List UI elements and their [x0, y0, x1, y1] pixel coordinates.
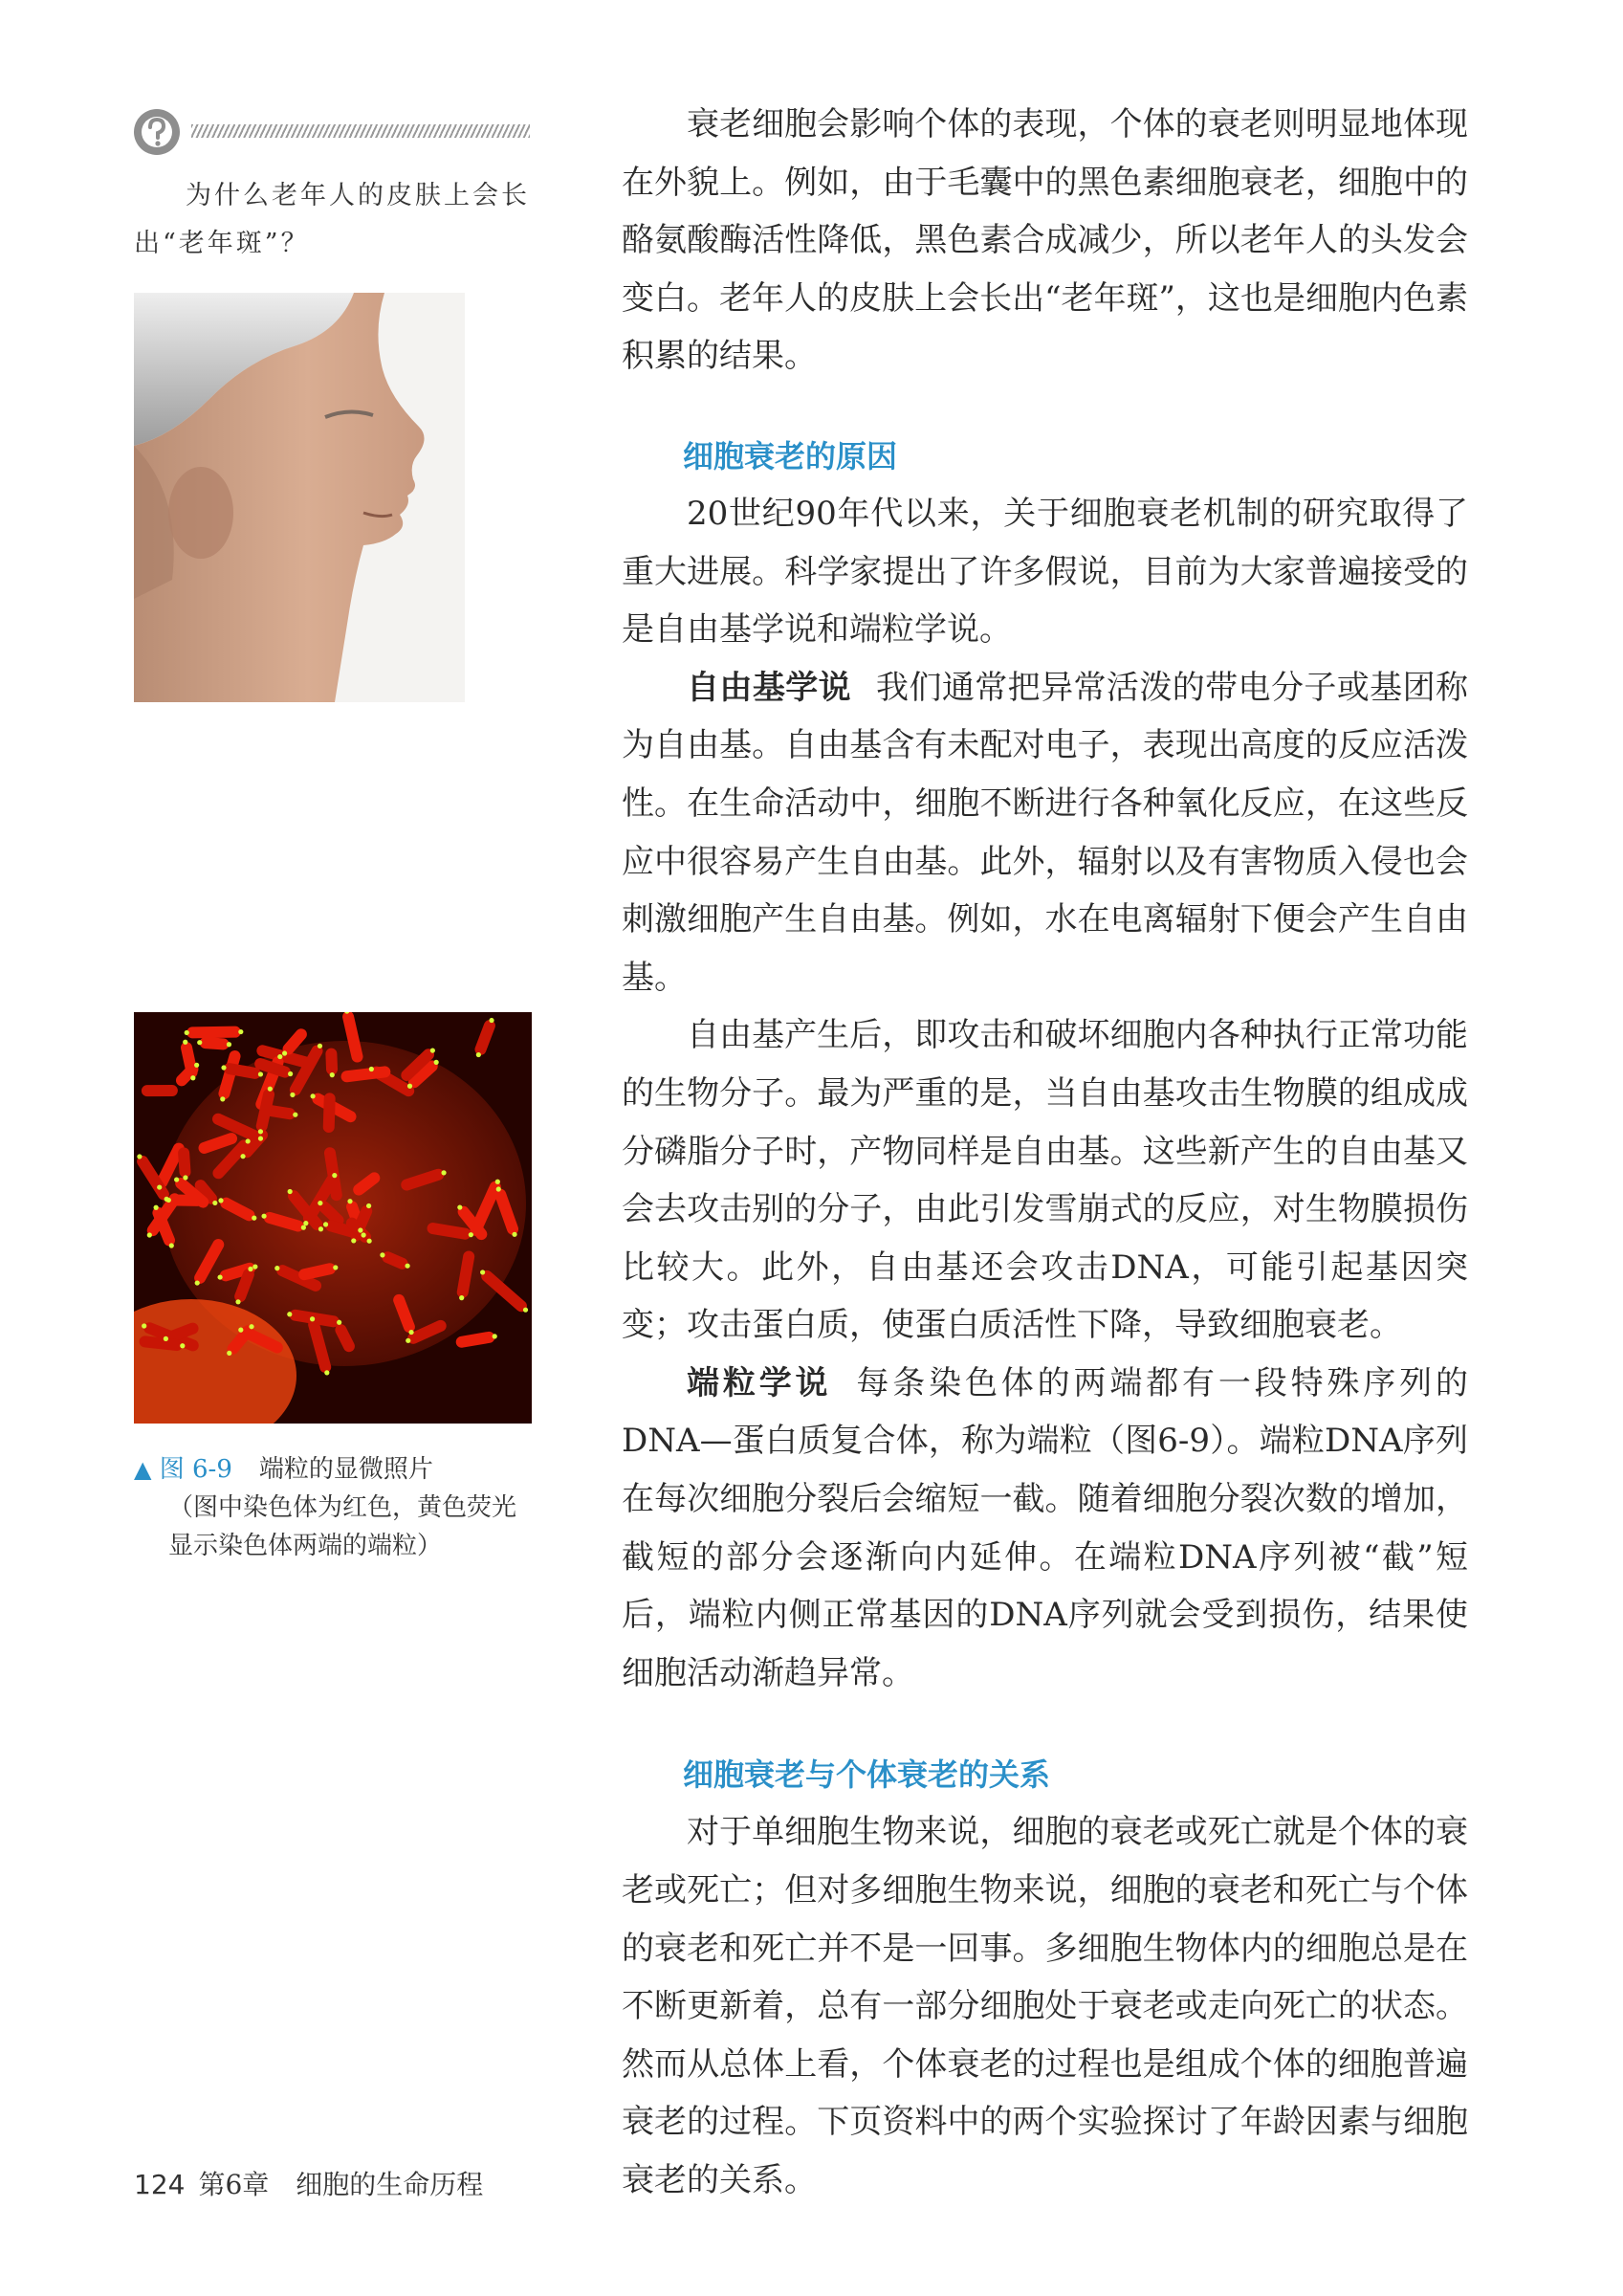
- question-mark-icon: [132, 107, 182, 157]
- figure-note-line2: 显示染色体两端的端粒）: [168, 1532, 443, 1560]
- free-radical-paragraph: [622, 659, 1468, 1007]
- page-footer: [134, 2164, 483, 2202]
- elderly-face-photo: [134, 293, 465, 702]
- term-free-radical-theory: 自由基学说: [687, 668, 852, 707]
- section-heading-aging-causes: 细胞衰老的原因: [683, 437, 898, 475]
- figure-title: 端粒的显微照片: [258, 1455, 433, 1484]
- telomere-paragraph: [622, 1355, 1468, 1703]
- question-divider: [191, 124, 530, 138]
- page-number: 124: [134, 2169, 186, 2200]
- main-text-column: [622, 96, 1468, 2210]
- figure-number: 图 6-9: [159, 1455, 232, 1484]
- section-heading-cell-organism-aging: 细胞衰老与个体衰老的关系: [683, 1756, 1051, 1794]
- term-telomere-theory: 端粒学说: [687, 1363, 832, 1402]
- chapter-label: 第6章: [198, 2169, 270, 2200]
- aging-causes-paragraph: 20世纪90年代以来，关于细胞衰老机制的研究取得了重大进展。科学家提出了许多假说，目前为大家普遍接受的是自由基学说和端粒学说。: [622, 494, 1468, 650]
- free-radical-effects-paragraph: 自由基产生后，即攻击和破坏细胞内各种执行正常功能的生物分子。最为严重的是，当自由基攻击生物膜的组成成分磷脂分子时，产物同样是自由基。这些新产生的自由基又会去攻击别的分子，由此引发雪崩式的反应，对生物膜损伤比较大。此外，自由基还会攻击DNA，可能引起基因突变；攻击蛋白质，使蛋白质活性下降，导致细胞衰老。: [622, 1016, 1468, 1345]
- telomere-text: 每条染色体的两端都有一段特殊序列的DNA—蛋白质复合体，称为端粒（图6-9）。端粒DNA序列在每次细胞分裂后会缩短一截。随着细胞分裂次数的增加，截短的部分会逐渐向内延伸。在端粒DNA序列被“截”短后，端粒内侧正常基因的DNA序列就会受到损伤，结果使细胞活动渐趋异常。: [622, 1363, 1469, 1692]
- intro-paragraph: 衰老细胞会影响个体的表现，个体的衰老则明显地体现在外貌上。例如，由于毛囊中的黑色素细胞衰老，细胞中的酪氨酸酶活性降低，黑色素合成减少，所以老年人的头发会变白。老年人的皮肤上会长出“老年斑”，这也是细胞内色素积累的结果。: [622, 105, 1468, 376]
- figure-caption: [134, 1450, 555, 1565]
- free-radical-text: 我们通常把异常活泼的带电分子或基团称为自由基。自由基含有未配对电子，表现出高度的反应活泼性。在生命活动中，细胞不断进行各种氧化反应，在这些反应中很容易产生自由基。此外，辐射以及有害物质入侵也会刺激细胞产生自由基。例如，水在电离辐射下便会产生自由基。: [622, 668, 1469, 997]
- cell-organism-paragraph: 对于单细胞生物来说，细胞的衰老或死亡就是个体的衰老或死亡；但对多细胞生物来说，细胞的衰老和死亡与个体的衰老和死亡并不是一回事。多细胞生物体内的细胞总是在不断更新着，总有一部分细胞处于衰老或走向死亡的状态。然而从总体上看，个体衰老的过程也是组成个体的细胞普遍衰老的过程。下页资料中的两个实验探讨了年龄因素与细胞衰老的关系。: [622, 1813, 1468, 2199]
- caption-triangle-icon: ▲: [134, 1456, 152, 1483]
- chapter-title: 细胞的生命历程: [296, 2169, 484, 2200]
- figure-note-line1: （图中染色体为红色，黄色荧光: [168, 1493, 517, 1522]
- sidebar-question: 为什么老年人的皮肤上会长出“老年斑”？: [134, 181, 530, 258]
- telomere-micrograph: [134, 1012, 532, 1424]
